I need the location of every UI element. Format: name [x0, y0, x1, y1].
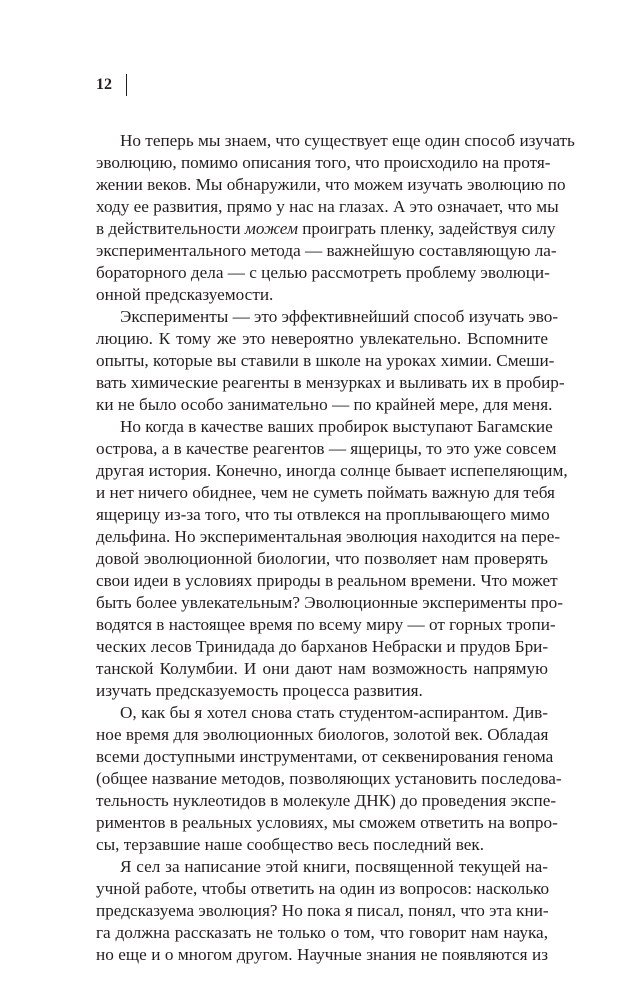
text-line: ное время для эволюционных биологов, золотой век. Обладая — [96, 725, 549, 744]
text-line: но еще и о многом другом. Научные знания не появляются из — [96, 945, 548, 964]
text-line: Но когда в качестве ваших пробирок выступают Багамские — [120, 417, 553, 436]
text-line: и нет ничего обиднее, чем не суметь поймать важную для тебя — [96, 483, 555, 502]
text-line: онной предсказуемости. — [96, 285, 274, 304]
text-line: быть более увлекательным? Эволюционные эксперименты про- — [96, 593, 563, 612]
text-line: другая история. Конечно, иногда солнце бывает испепеляющим, — [96, 461, 568, 480]
text-line: Я сел за написание этой книги, посвященной текущей на- — [120, 857, 548, 876]
text-line: вать химические реагенты в мензурках и выливать их в пробир- — [96, 373, 565, 392]
paragraph — [96, 416, 568, 702]
text-line: риментов в реальных условиях, мы сможем ответить на вопро- — [96, 813, 558, 832]
text-line: всеми доступными инструментами, от секвенирования генома — [96, 747, 554, 766]
text-segment: проиграть пленку, задействуя силу — [297, 219, 556, 238]
text-line: ящерицу из-за того, что ты отвлекся на проплывающего мимо — [96, 505, 550, 524]
text-segment: в действительности — [96, 219, 245, 238]
text-line — [96, 218, 556, 240]
page-number: 12 — [96, 76, 112, 93]
text-line: сы, терзавшие наше сообщество весь последний век. — [96, 835, 485, 854]
text-line: эволюцию, помимо описания того, что происходило на протя- — [96, 153, 551, 172]
text-line: ходу ее развития, прямо у нас на глазах. А это означает, что мы — [96, 197, 559, 216]
text-line: га должна рассказать не только о том, что говорит нам наука, — [96, 923, 548, 942]
text-line: танской Колумбии. И они дают нам возможность напрямую — [96, 659, 548, 678]
text-line: тельность нуклеотидов в молекуле ДНК) до проведения экспе- — [96, 791, 557, 810]
page-header — [96, 72, 127, 98]
text-line: предсказуема эволюция? Но пока я писал, понял, что эта кни- — [96, 901, 549, 920]
text-line: О, как бы я хотел снова стать студентом-аспирантом. Див- — [120, 703, 548, 722]
text-line: учной работе, чтобы ответить на один из вопросов: насколько — [96, 879, 550, 898]
header-divider — [126, 74, 127, 96]
text-line: дельфина. Но экспериментальная эволюция находится на пере- — [96, 527, 561, 546]
text-line: изучать предсказуемость процесса развития. — [96, 681, 423, 700]
text-line: бораторного дела — с целью рассмотреть проблему эволюци- — [96, 263, 550, 282]
paragraph — [96, 702, 562, 856]
text-line: экспериментального метода — важнейшую составляющую ла- — [96, 241, 557, 260]
text-line: свои идеи в условиях природы в реальном времени. Что может — [96, 571, 558, 590]
text-line: Эксперименты — это эффективнейший способ изучать эво- — [120, 307, 559, 326]
text-line: ческих лесов Тринидада до барханов Небраски и прудов Бри- — [96, 637, 549, 656]
paragraph — [96, 306, 565, 416]
text-line: жении веков. Мы обнаружили, что можем изучать эволюцию по — [96, 175, 566, 194]
text-line: водятся в настоящее время по всему миру — от горных тропи- — [96, 615, 556, 634]
text-line: ки не было особо занимательно — по крайней мере, для меня. — [96, 395, 553, 414]
paragraph — [96, 130, 575, 306]
text-line: Но теперь мы знаем, что существует еще один способ изучать — [120, 131, 575, 150]
body-text — [96, 130, 575, 966]
emphasis-text: можем — [244, 219, 298, 238]
paragraph — [96, 856, 548, 966]
text-line: (общее название методов, позволяющих установить последова- — [96, 769, 562, 788]
text-line: опыты, которые вы ставили в школе на уроках химии. Смеши- — [96, 351, 555, 370]
text-line: острова, а в качестве реагентов — ящерицы, то это уже совсем — [96, 439, 557, 458]
text-line: люцию. К тому же это невероятно увлекательно. Вспомните — [96, 329, 548, 348]
text-line: довой эволюционной биологии, что позволяет нам проверять — [96, 549, 548, 568]
